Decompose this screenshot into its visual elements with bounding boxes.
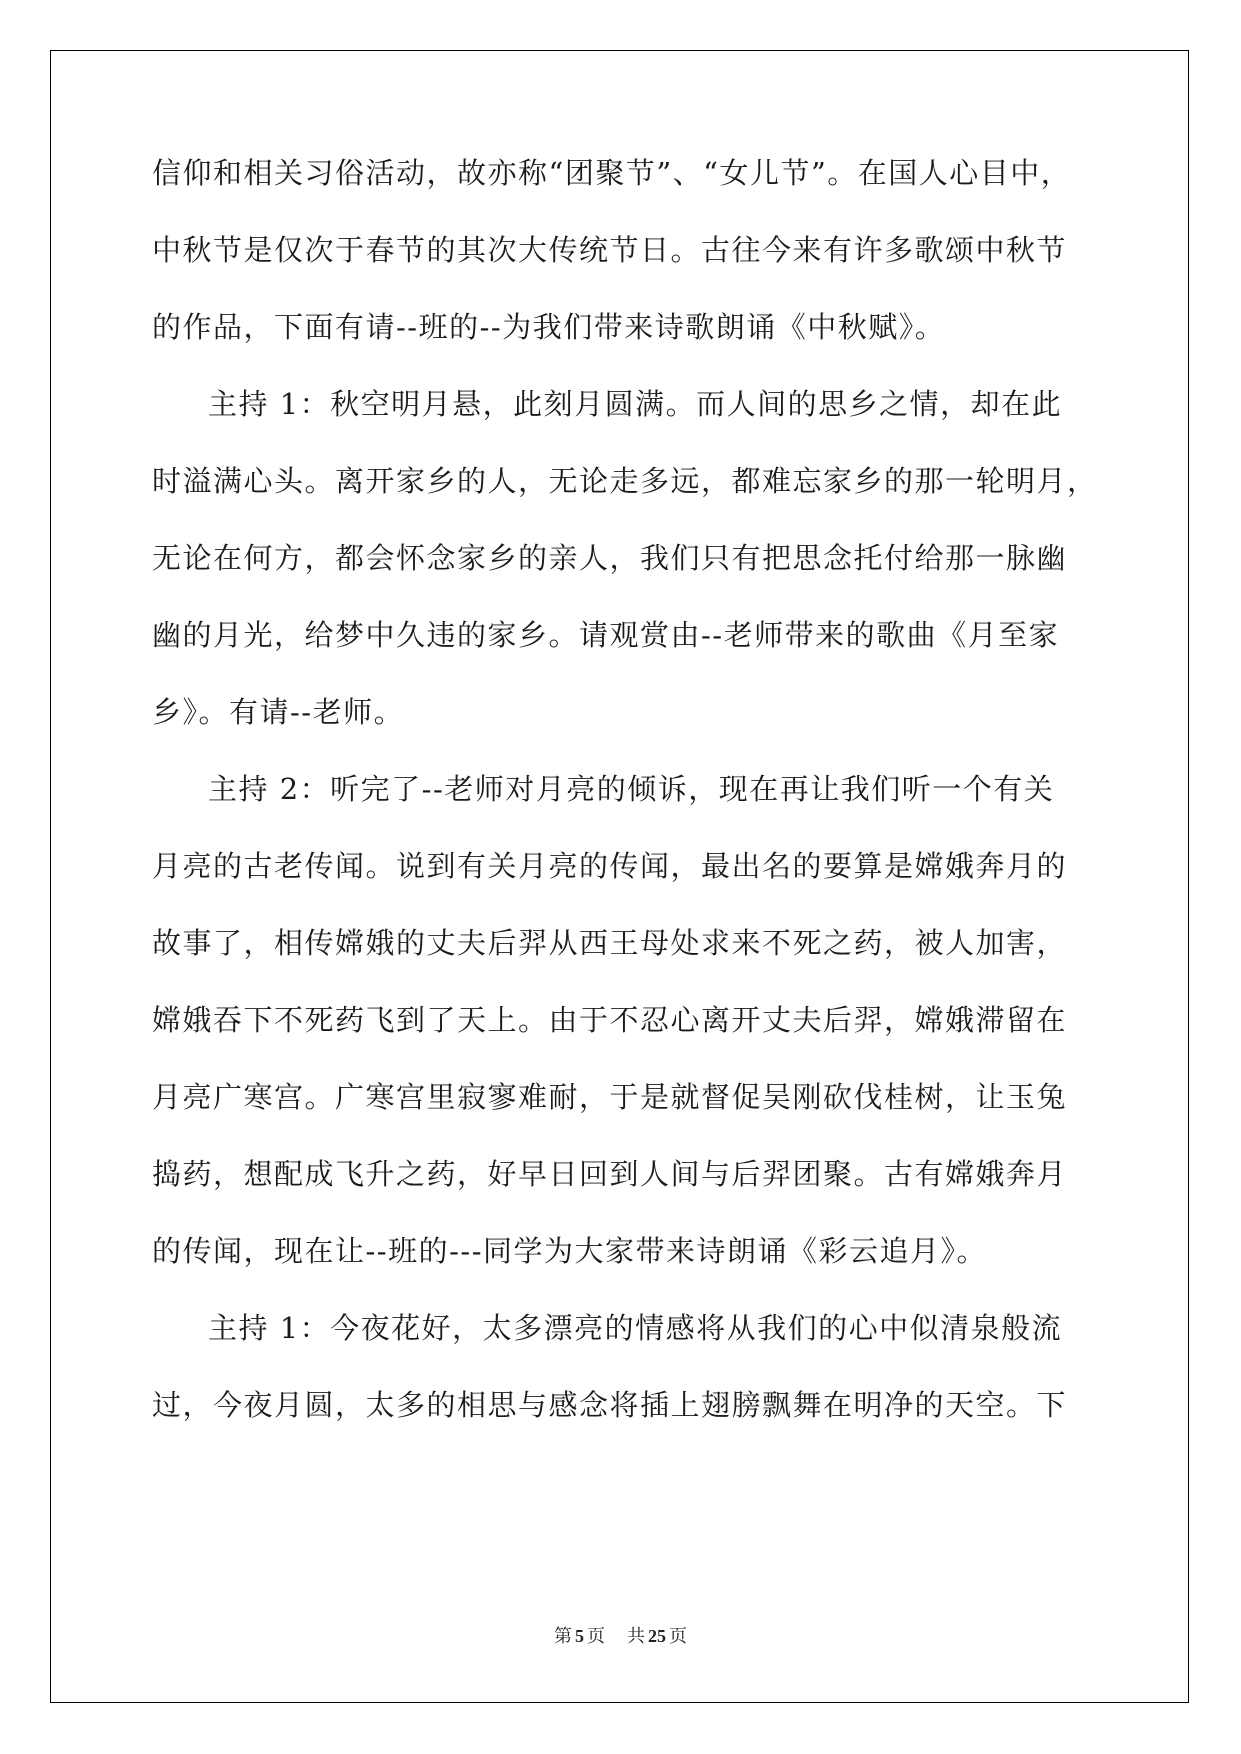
text-line: 故事了，相传嫦娥的丈夫后羿从西王母处求来不死之药，被人加害， [152, 926, 1068, 960]
footer-page-prefix: 第 [554, 1626, 572, 1647]
footer-page-number: 5 [575, 1626, 584, 1646]
text-line: 过，今夜月圆，太多的相思与感念将插上翅膀飘舞在明净的天空。下 [152, 1388, 1068, 1422]
text-line: 主持 1：今夜花好，太多漂亮的情感将从我们的心中似清泉般流 [208, 1311, 1063, 1345]
text-line: 无论在何方，都会怀念家乡的亲人，我们只有把思念托付给那一脉幽 [152, 541, 1068, 575]
text-line: 主持 1：秋空明月悬，此刻月圆满。而人间的思乡之情，却在此 [208, 387, 1063, 421]
text-line: 捣药，想配成飞升之药，好早日回到人间与后羿团聚。古有嫦娥奔月 [152, 1157, 1068, 1191]
footer-page-suffix: 页 [587, 1626, 605, 1647]
text-line: 主持 2：听完了--老师对月亮的倾诉，现在再让我们听一个有关 [208, 772, 1055, 806]
text-line: 时溢满心头。离开家乡的人，无论走多远，都难忘家乡的那一轮明月， [152, 464, 1098, 498]
text-line: 信仰和相关习俗活动，故亦称“团聚节”、“女儿节”。在国人心目中， [152, 156, 1072, 190]
text-line: 嫦娥吞下不死药飞到了天上。由于不忍心离开丈夫后羿，嫦娥滞留在 [152, 1003, 1068, 1037]
text-line: 的传闻，现在让--班的---同学为大家带来诗朗诵《彩云追月》。 [152, 1234, 987, 1268]
text-line: 月亮的古老传闻。说到有关月亮的传闻，最出名的要算是嫦娥奔月的 [152, 849, 1068, 883]
text-line: 的作品，下面有请--班的--为我们带来诗歌朗诵《中秋赋》。 [152, 310, 946, 344]
footer-total-suffix: 页 [669, 1626, 687, 1647]
text-line: 乡》。有请--老师。 [152, 695, 405, 729]
text-line: 月亮广寒宫。广寒宫里寂寥难耐，于是就督促吴刚砍伐桂树，让玉兔 [152, 1080, 1068, 1114]
page-footer [0, 1622, 1241, 1648]
footer-total-prefix: 共 [627, 1626, 645, 1647]
text-line: 中秋节是仅次于春节的其次大传统节日。古往今来有许多歌颂中秋节 [152, 233, 1068, 267]
text-line: 幽的月光，给梦中久违的家乡。请观赏由--老师带来的歌曲《月至家 [152, 618, 1060, 652]
footer-total-pages: 25 [648, 1626, 666, 1646]
